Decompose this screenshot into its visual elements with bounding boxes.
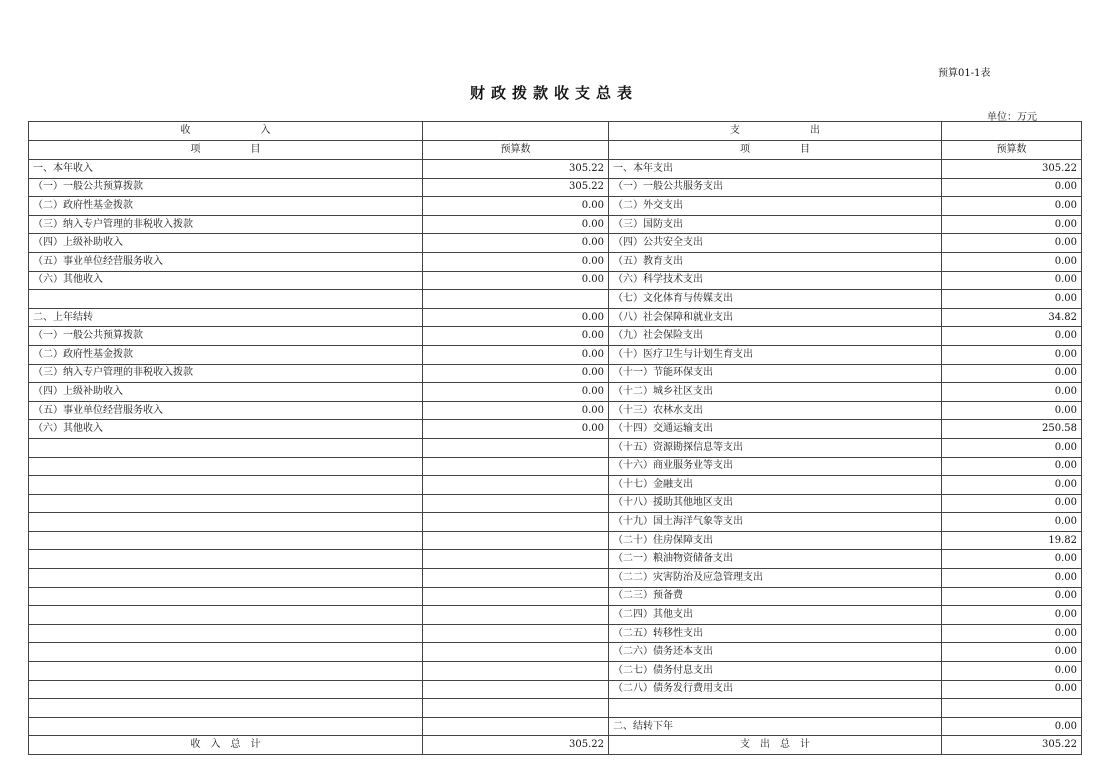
expense-value-cell: 34.82 bbox=[942, 308, 1082, 327]
income-value-cell: 0.00 bbox=[423, 383, 609, 402]
expense-item-cell: （二七）债务付息支出 bbox=[609, 662, 942, 681]
expense-item-cell: （五）教育支出 bbox=[609, 252, 942, 271]
table-section-header-row bbox=[29, 122, 1082, 141]
expense-item-cell: （三）国防支出 bbox=[609, 215, 942, 234]
expense-value-cell: 0.00 bbox=[942, 643, 1082, 662]
expense-value-cell: 0.00 bbox=[942, 662, 1082, 681]
table-row bbox=[29, 197, 1082, 216]
income-item-cell: （三）纳入专户管理的非税收入拨款 bbox=[29, 215, 423, 234]
income-value-cell: 0.00 bbox=[423, 401, 609, 420]
income-item-cell: （三）纳入专户管理的非税收入拨款 bbox=[29, 364, 423, 383]
table-row bbox=[29, 252, 1082, 271]
expense-item-cell: （二八）债务发行费用支出 bbox=[609, 680, 942, 699]
income-value-cell: 0.00 bbox=[423, 215, 609, 234]
form-number: 预算01-1表 bbox=[938, 68, 991, 79]
expense-item-cell: （十二）城乡社区支出 bbox=[609, 383, 942, 402]
income-item-cell bbox=[29, 624, 423, 643]
income-section-header: 收 入 bbox=[29, 122, 423, 141]
expense-item-cell: （二三）预备费 bbox=[609, 587, 942, 606]
expense-item-cell: （一）一般公共服务支出 bbox=[609, 178, 942, 197]
expense-item-cell: （二二）灾害防治及应急管理支出 bbox=[609, 569, 942, 588]
table-row bbox=[29, 606, 1082, 625]
expense-value-cell: 250.58 bbox=[942, 420, 1082, 439]
income-value-cell bbox=[423, 494, 609, 513]
expense-value-cell: 0.00 bbox=[942, 587, 1082, 606]
table-row bbox=[29, 308, 1082, 327]
table-column-header-row bbox=[29, 141, 1082, 160]
table-row bbox=[29, 290, 1082, 309]
expense-total-label: 支 出 总 计 bbox=[609, 736, 942, 755]
income-value-cell: 0.00 bbox=[423, 420, 609, 439]
income-value-cell bbox=[423, 680, 609, 699]
table-row bbox=[29, 420, 1082, 439]
table-row bbox=[29, 662, 1082, 681]
income-item-cell bbox=[29, 494, 423, 513]
income-item-cell: （五）事业单位经营服务收入 bbox=[29, 252, 423, 271]
income-value-cell bbox=[423, 457, 609, 476]
table-row bbox=[29, 178, 1082, 197]
income-value-cell: 0.00 bbox=[423, 308, 609, 327]
income-item-cell bbox=[29, 438, 423, 457]
expense-value-cell: 305.22 bbox=[942, 160, 1082, 179]
income-item-cell bbox=[29, 457, 423, 476]
expense-value-cell: 0.00 bbox=[942, 717, 1082, 736]
income-value-cell bbox=[423, 662, 609, 681]
expense-item-cell: 一、本年支出 bbox=[609, 160, 942, 179]
expense-item-cell bbox=[609, 699, 942, 718]
table-row bbox=[29, 569, 1082, 588]
table-row bbox=[29, 327, 1082, 346]
expense-item-cell: 二、结转下年 bbox=[609, 717, 942, 736]
table-row bbox=[29, 624, 1082, 643]
expense-value-cell: 0.00 bbox=[942, 550, 1082, 569]
expense-value-cell: 0.00 bbox=[942, 457, 1082, 476]
income-value-cell: 0.00 bbox=[423, 364, 609, 383]
income-value-cell: 305.22 bbox=[423, 160, 609, 179]
expense-value-cell: 0.00 bbox=[942, 252, 1082, 271]
income-item-cell bbox=[29, 290, 423, 309]
page-title: 财政拨款收支总表 bbox=[469, 84, 638, 102]
expense-item-cell: （八）社会保障和就业支出 bbox=[609, 308, 942, 327]
expense-item-cell: （十六）商业服务业等支出 bbox=[609, 457, 942, 476]
expense-value-cell: 0.00 bbox=[942, 364, 1082, 383]
expense-value-cell: 0.00 bbox=[942, 624, 1082, 643]
expense-item-cell: （十八）援助其他地区支出 bbox=[609, 494, 942, 513]
expense-item-cell: （二）外交支出 bbox=[609, 197, 942, 216]
income-item-cell bbox=[29, 699, 423, 718]
expense-item-cell: （十七）金融支出 bbox=[609, 476, 942, 495]
expense-item-cell: （二五）转移性支出 bbox=[609, 624, 942, 643]
income-total-value: 305.22 bbox=[423, 736, 609, 755]
table-row bbox=[29, 160, 1082, 179]
expense-item-cell: （十五）资源勘探信息等支出 bbox=[609, 438, 942, 457]
table-row bbox=[29, 513, 1082, 532]
income-value-cell bbox=[423, 513, 609, 532]
expense-item-header: 项 目 bbox=[609, 141, 942, 160]
income-item-cell: 一、本年收入 bbox=[29, 160, 423, 179]
expense-item-cell: （十一）节能环保支出 bbox=[609, 364, 942, 383]
table-row bbox=[29, 550, 1082, 569]
expense-item-cell: （二十）住房保障支出 bbox=[609, 531, 942, 550]
table-row bbox=[29, 401, 1082, 420]
income-item-cell bbox=[29, 531, 423, 550]
expense-item-cell: （二一）粮油物资储备支出 bbox=[609, 550, 942, 569]
table-row bbox=[29, 476, 1082, 495]
expense-value-cell: 0.00 bbox=[942, 494, 1082, 513]
income-item-cell: （二）政府性基金拨款 bbox=[29, 197, 423, 216]
expense-section-blank bbox=[942, 122, 1082, 141]
income-value-cell bbox=[423, 606, 609, 625]
unit-label: 单位：万元 bbox=[987, 112, 1037, 123]
fiscal-summary-table bbox=[28, 121, 1082, 755]
income-value-cell: 0.00 bbox=[423, 345, 609, 364]
income-item-cell bbox=[29, 513, 423, 532]
table-row bbox=[29, 717, 1082, 736]
income-item-cell bbox=[29, 569, 423, 588]
expense-value-cell: 0.00 bbox=[942, 383, 1082, 402]
income-value-cell bbox=[423, 587, 609, 606]
expense-value-cell: 0.00 bbox=[942, 513, 1082, 532]
expense-item-cell: （十九）国土海洋气象等支出 bbox=[609, 513, 942, 532]
expense-value-cell: 0.00 bbox=[942, 215, 1082, 234]
expense-value-cell: 0.00 bbox=[942, 401, 1082, 420]
income-value-cell bbox=[423, 699, 609, 718]
income-value-cell: 0.00 bbox=[423, 252, 609, 271]
table-row bbox=[29, 438, 1082, 457]
total-row bbox=[29, 736, 1082, 755]
income-value-cell bbox=[423, 624, 609, 643]
expense-item-cell: （七）文化体育与传媒支出 bbox=[609, 290, 942, 309]
income-item-header: 项 目 bbox=[29, 141, 423, 160]
expense-item-cell: （二六）债务还本支出 bbox=[609, 643, 942, 662]
income-value-cell bbox=[423, 550, 609, 569]
income-budget-header: 预算数 bbox=[423, 141, 609, 160]
expense-value-cell: 0.00 bbox=[942, 569, 1082, 588]
table-row bbox=[29, 215, 1082, 234]
income-value-cell bbox=[423, 569, 609, 588]
income-item-cell: 二、上年结转 bbox=[29, 308, 423, 327]
expense-item-cell: （十）医疗卫生与计划生育支出 bbox=[609, 345, 942, 364]
expense-value-cell: 0.00 bbox=[942, 234, 1082, 253]
income-value-cell: 305.22 bbox=[423, 178, 609, 197]
expense-value-cell: 0.00 bbox=[942, 271, 1082, 290]
table-row bbox=[29, 457, 1082, 476]
expense-item-cell: （十三）农林水支出 bbox=[609, 401, 942, 420]
table-row bbox=[29, 643, 1082, 662]
income-value-cell: 0.00 bbox=[423, 327, 609, 346]
table-row bbox=[29, 345, 1082, 364]
expense-budget-header: 预算数 bbox=[942, 141, 1082, 160]
expense-item-cell: （六）科学技术支出 bbox=[609, 271, 942, 290]
income-item-cell bbox=[29, 550, 423, 569]
expense-value-cell: 19.82 bbox=[942, 531, 1082, 550]
income-item-cell bbox=[29, 476, 423, 495]
income-value-cell: 0.00 bbox=[423, 271, 609, 290]
expense-item-cell: （九）社会保险支出 bbox=[609, 327, 942, 346]
expense-value-cell: 0.00 bbox=[942, 438, 1082, 457]
expense-value-cell: 0.00 bbox=[942, 327, 1082, 346]
income-value-cell bbox=[423, 476, 609, 495]
income-item-cell: （一）一般公共预算拨款 bbox=[29, 178, 423, 197]
income-item-cell bbox=[29, 680, 423, 699]
expense-value-cell: 0.00 bbox=[942, 178, 1082, 197]
income-item-cell bbox=[29, 606, 423, 625]
expense-value-cell: 0.00 bbox=[942, 476, 1082, 495]
expense-total-value: 305.22 bbox=[942, 736, 1082, 755]
expense-value-cell: 0.00 bbox=[942, 680, 1082, 699]
income-value-cell: 0.00 bbox=[423, 197, 609, 216]
expense-item-cell: （二四）其他支出 bbox=[609, 606, 942, 625]
income-item-cell: （二）政府性基金拨款 bbox=[29, 345, 423, 364]
income-value-cell: 0.00 bbox=[423, 234, 609, 253]
income-total-label: 收 入 总 计 bbox=[29, 736, 423, 755]
expense-item-cell: （十四）交通运输支出 bbox=[609, 420, 942, 439]
table-row bbox=[29, 587, 1082, 606]
income-value-cell bbox=[423, 290, 609, 309]
table-row bbox=[29, 383, 1082, 402]
table-row bbox=[29, 531, 1082, 550]
income-item-cell bbox=[29, 662, 423, 681]
income-item-cell bbox=[29, 587, 423, 606]
expense-item-cell: （四）公共安全支出 bbox=[609, 234, 942, 253]
income-value-cell bbox=[423, 643, 609, 662]
income-section-blank bbox=[423, 122, 609, 141]
income-item-cell: （五）事业单位经营服务收入 bbox=[29, 401, 423, 420]
income-item-cell bbox=[29, 643, 423, 662]
income-value-cell bbox=[423, 438, 609, 457]
expense-value-cell: 0.00 bbox=[942, 290, 1082, 309]
income-item-cell bbox=[29, 717, 423, 736]
expense-value-cell: 0.00 bbox=[942, 345, 1082, 364]
table-row bbox=[29, 271, 1082, 290]
income-value-cell bbox=[423, 717, 609, 736]
table-row bbox=[29, 234, 1082, 253]
income-item-cell: （六）其他收入 bbox=[29, 420, 423, 439]
table-row bbox=[29, 494, 1082, 513]
expense-value-cell: 0.00 bbox=[942, 606, 1082, 625]
expense-section-header: 支 出 bbox=[609, 122, 942, 141]
table-row bbox=[29, 699, 1082, 718]
expense-value-cell bbox=[942, 699, 1082, 718]
income-item-cell: （四）上级补助收入 bbox=[29, 383, 423, 402]
income-value-cell bbox=[423, 531, 609, 550]
table-row bbox=[29, 364, 1082, 383]
expense-value-cell: 0.00 bbox=[942, 197, 1082, 216]
income-item-cell: （一）一般公共预算拨款 bbox=[29, 327, 423, 346]
income-item-cell: （四）上级补助收入 bbox=[29, 234, 423, 253]
income-item-cell: （六）其他收入 bbox=[29, 271, 423, 290]
table-row bbox=[29, 680, 1082, 699]
